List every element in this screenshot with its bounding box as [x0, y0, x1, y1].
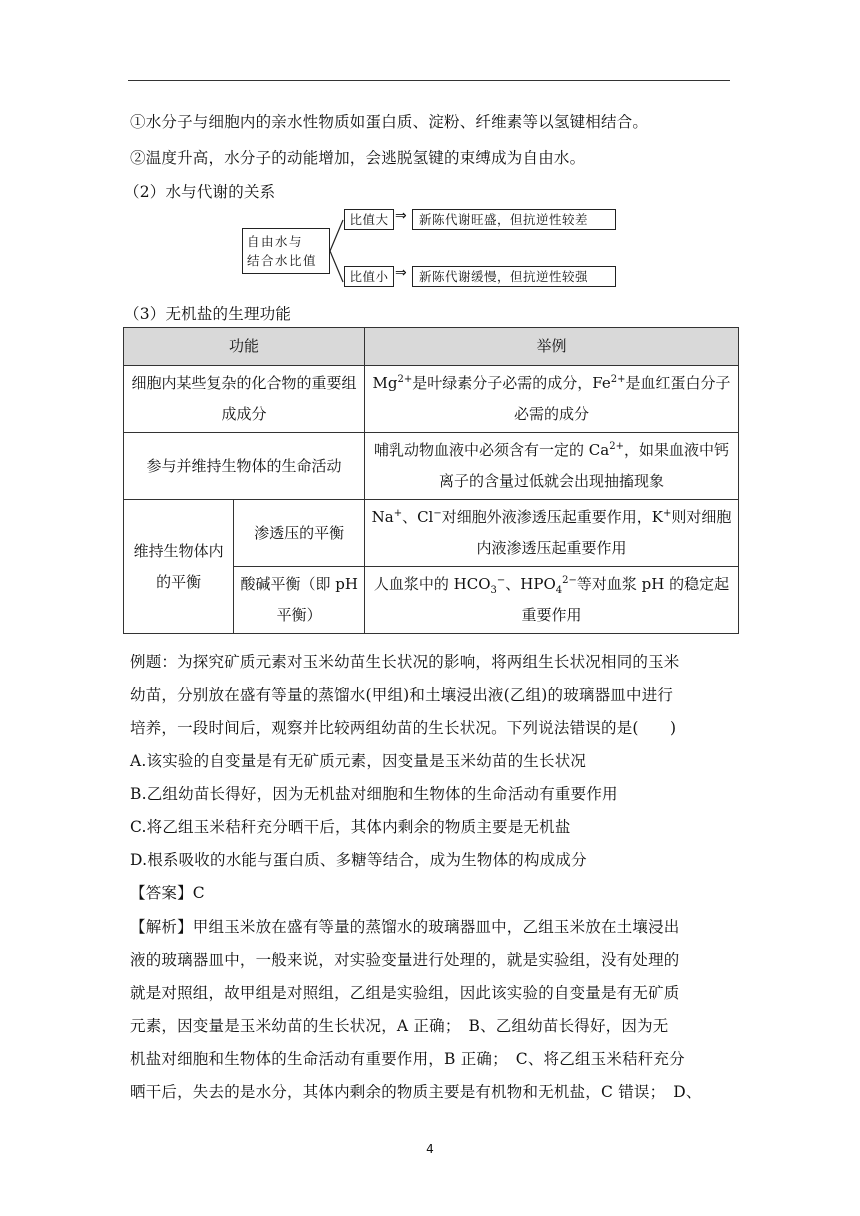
diagram-main-box: 自由水与 结合水比值 — [242, 228, 330, 274]
ratio-small-box: 比值小 — [344, 266, 394, 287]
inorganic-salt-table — [123, 327, 739, 634]
table-row — [124, 366, 739, 433]
table-cell: $Mg^{2+}$是叶绿素分子必需的成分，$Fe^{2+}$是血红蛋白分子必需的成分 — [365, 366, 739, 433]
table-row — [124, 433, 739, 500]
arrow-icon: ⇒ — [395, 265, 407, 281]
option-c: C.将乙组玉米秸秆充分晒干后，其体内剩余的物质主要是无机盐 — [130, 818, 571, 836]
ratio-big-box: 比值大 — [344, 209, 394, 230]
text-line: ①水分子与细胞内的亲水性物质如蛋白质、淀粉、纤维素等以氢键相结合。 — [130, 113, 649, 131]
table-header-example: 举例 — [365, 328, 739, 366]
table-cell: 细胞内某些复杂的化合物的重要组成成分 — [124, 366, 365, 433]
option-b: B.乙组幼苗长得好，因为无机盐对细胞和生物体的生命活动有重要作用 — [130, 785, 618, 803]
option-d: D.根系吸收的水能与蛋白质、多糖等结合，成为生物体的构成成分 — [130, 851, 587, 869]
table-cell: 酸碱平衡（即 pH 平衡） — [234, 567, 365, 634]
result-small-box: 新陈代谢缓慢，但抗逆性较强 — [412, 266, 616, 287]
table-header-function: 功能 — [124, 328, 365, 366]
water-ratio-diagram — [240, 205, 620, 295]
result-big-box: 新陈代谢旺盛，但抗逆性较差 — [412, 209, 616, 230]
table-cell: 哺乳动物血液中必须含有一定的 $Ca^{2+}$，如果血液中钙离子的含量过低就会出现抽搐现象 — [365, 433, 739, 500]
explanation-line: 就是对照组，故甲组是对照组，乙组是实验组，因此该实验的自变量是有无矿质 — [130, 984, 680, 1002]
question-line: 例题：为探究矿质元素对玉米幼苗生长状况的影响，将两组生长状况相同的玉米 — [130, 653, 680, 671]
question-line: 幼苗，分别放在盛有等量的蒸馏水(甲组)和土壤浸出液(乙组)的玻璃器皿中进行 — [130, 686, 674, 704]
table-cell: 渗透压的平衡 — [234, 500, 365, 567]
table-cell: 维持生物体内的平衡 — [124, 500, 234, 634]
explanation-line: 元素，因变量是玉米幼苗的生长状况，A 正确； B、乙组幼苗长得好，因为无 — [130, 1017, 669, 1035]
table-row — [124, 500, 739, 567]
text-line: ②温度升高，水分子的动能增加，会逃脱氢键的束缚成为自由水。 — [130, 149, 586, 167]
table-cell: 人血浆中的 $HCO_3^-$、$HPO_4^{2-}$等对血浆 pH 的稳定起重要作用 — [365, 567, 739, 634]
section-heading: （2）水与代谢的关系 — [124, 183, 276, 201]
explanation-line: 机盐对细胞和生物体的生命活动有重要作用，B 正确； C、将乙组玉米秸秆充分 — [130, 1050, 685, 1068]
explanation-line: 液的玻璃器皿中，一般来说，对实验变量进行处理的，就是实验组，没有处理的 — [130, 951, 680, 969]
header-rule — [128, 80, 730, 81]
option-a: A.该实验的自变量是有无矿质元素，因变量是玉米幼苗的生长状况 — [130, 752, 587, 770]
table-cell: 参与并维持生物体的生命活动 — [124, 433, 365, 500]
explanation-line: 晒干后，失去的是水分，其体内剩余的物质主要是有机物和无机盐，C 错误； D、 — [130, 1083, 702, 1101]
table-cell: Na+、Cl−对细胞外液渗透压起重要作用，K+则对细胞内液渗透压起重要作用 — [365, 500, 739, 567]
explanation-line: 【解析】甲组玉米放在盛有等量的蒸馏水的玻璃器皿中，乙组玉米放在土壤浸出 — [130, 918, 680, 936]
diagram-branch-lines — [329, 215, 345, 287]
page-number: 4 — [426, 1142, 434, 1156]
question-line: 培养，一段时间后，观察并比较两组幼苗的生长状况。下列说法错误的是( ) — [130, 719, 677, 737]
arrow-icon: ⇒ — [395, 208, 407, 224]
answer-line: 【答案】C — [130, 884, 205, 902]
section-heading: （3）无机盐的生理功能 — [124, 305, 292, 323]
